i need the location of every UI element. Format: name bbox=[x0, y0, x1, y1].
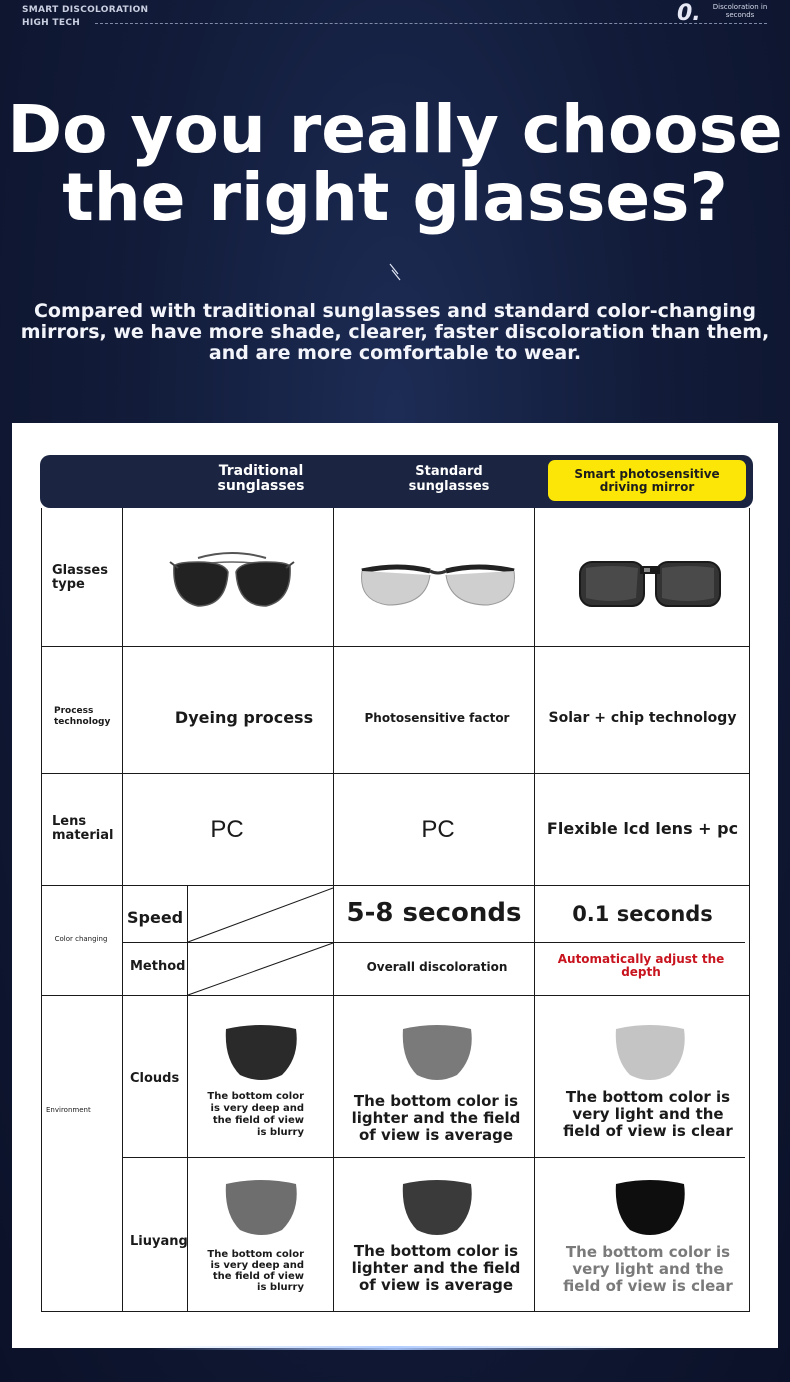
lens-swatch-medium-gray-icon bbox=[222, 1178, 300, 1238]
lens-swatch-light-icon bbox=[612, 1023, 688, 1083]
half-rim-sunglasses-icon bbox=[358, 561, 518, 609]
hero-subtitle: Compared with traditional sunglasses and standard color-changing mirrors, we have more shade, clearer, faster discoloration than them, and are more comfortable to wear. bbox=[20, 300, 770, 364]
column-smart-header bbox=[548, 460, 746, 501]
brand-line-1: SMART DISCOLORATION bbox=[22, 5, 149, 15]
brand-line-2: HIGH TECH bbox=[22, 18, 81, 28]
row-label-process: Process technology bbox=[54, 706, 111, 727]
dashed-divider bbox=[95, 23, 767, 24]
liuyang-smart: The bottom color is very light and the field of view is clear bbox=[563, 1243, 733, 1295]
row-label-color-changing: Color changing bbox=[54, 935, 108, 943]
lens-traditional: PC bbox=[210, 816, 244, 843]
clouds-standard: The bottom color is lighter and the field of view is average bbox=[351, 1092, 521, 1144]
liuyang-traditional: The bottom color is very deep and the field of view is blurry bbox=[207, 1249, 304, 1293]
badge-text: Discoloration in seconds bbox=[712, 3, 768, 19]
clouds-label: Clouds bbox=[130, 1071, 180, 1086]
process-smart: Solar + chip technology bbox=[548, 710, 737, 726]
clouds-smart: The bottom color is very light and the field of view is clear bbox=[563, 1088, 733, 1140]
badge-number: 0. bbox=[677, 1, 701, 26]
lens-swatch-dark-gray-icon bbox=[399, 1178, 475, 1238]
lens-swatch-dark-icon bbox=[222, 1023, 300, 1083]
process-traditional: Dyeing process bbox=[174, 708, 314, 727]
top-bar bbox=[22, 1, 768, 35]
speed-label: Speed bbox=[127, 908, 184, 927]
slash-decoration-icon bbox=[388, 262, 402, 282]
bottom-glow bbox=[150, 1346, 640, 1350]
aviator-sunglasses-icon bbox=[168, 544, 296, 610]
speed-smart: 0.1 seconds bbox=[572, 902, 713, 926]
method-standard: Overall discoloration bbox=[366, 960, 508, 974]
page-title: Do you really choose the right glasses? bbox=[7, 91, 783, 236]
lens-swatch-black-icon bbox=[612, 1178, 688, 1238]
lens-standard: PC bbox=[421, 816, 455, 843]
row-label-environment: Environment bbox=[46, 1106, 91, 1114]
clouds-traditional: The bottom color is very deep and the field of view is blurry bbox=[207, 1091, 304, 1138]
liuyang-label: Liuyang bbox=[130, 1234, 188, 1249]
speed-standard: 5-8 seconds bbox=[346, 898, 522, 928]
row-label-lens: Lens material bbox=[52, 814, 114, 843]
column-traditional-header: Traditional sunglasses bbox=[217, 463, 305, 494]
square-sunglasses-icon bbox=[578, 558, 722, 612]
column-standard-header: Standard sunglasses bbox=[408, 464, 490, 494]
column-smart-header-label: Smart photosensitive driving mirror bbox=[574, 466, 720, 494]
liuyang-standard: The bottom color is lighter and the field of view is average bbox=[351, 1242, 521, 1294]
method-label: Method bbox=[130, 959, 186, 974]
lens-swatch-medium-icon bbox=[399, 1023, 475, 1083]
process-standard: Photosensitive factor bbox=[364, 711, 510, 725]
lens-smart: Flexible lcd lens + pc bbox=[546, 819, 739, 838]
row-label-glasses-type: Glasses type bbox=[52, 563, 108, 592]
method-smart: Automatically adjust the depth bbox=[557, 952, 725, 979]
